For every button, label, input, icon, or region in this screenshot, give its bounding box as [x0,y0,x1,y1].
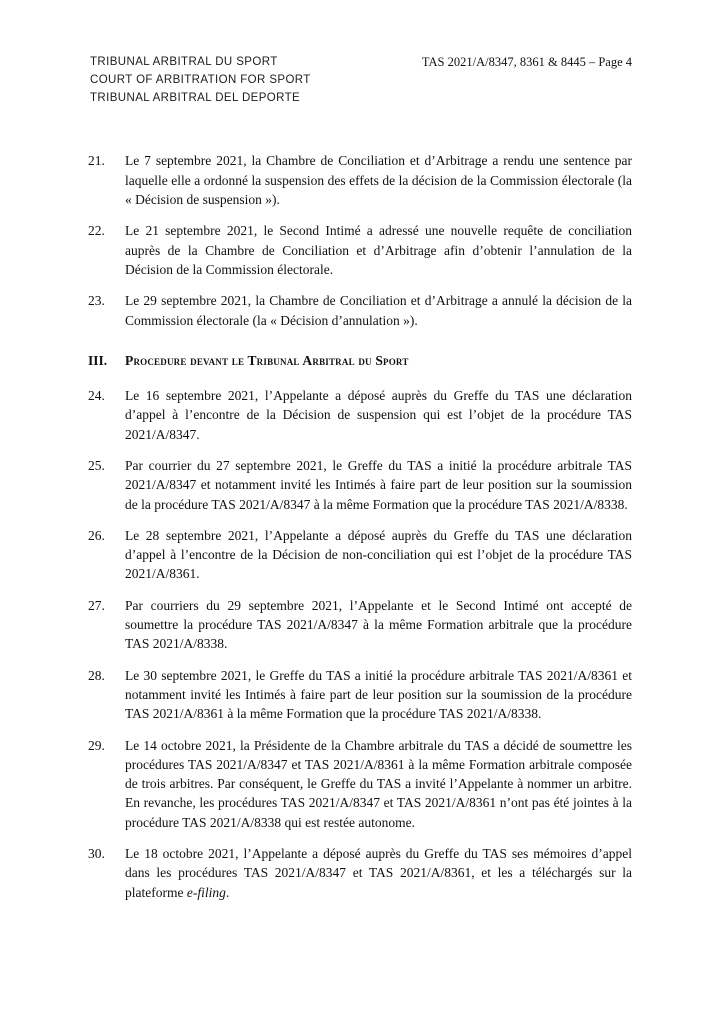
paragraph-text: Par courrier du 27 septembre 2021, le Greffe du TAS a initié la procédure arbitrale TAS 2021/A/8347 et notamment invité les Intimés à faire part de leur position sur la soumission de la procédure TAS 2021/A/8347 à la même Formation que la procédure TAS 2021/A/8338. [125,458,632,512]
paragraph-text [125,844,632,902]
paragraph-29 [88,736,632,832]
paragraph-21 [88,151,632,209]
section-heading [88,351,632,370]
section-title: Procedure devant le Tribunal Arbitral du Sport [125,352,409,368]
paragraph-28 [88,666,632,724]
paragraph-30 [88,844,632,902]
paragraph-26 [88,526,632,584]
paragraph-number: 21. [88,153,105,169]
paragraph-text: Le 29 septembre 2021, la Chambre de Conciliation et d’Arbitrage a annulé la décision de la Commission électorale (la « Décision d’annulation »). [125,293,632,328]
paragraph-text: Par courriers du 29 septembre 2021, l’Appelante et le Second Intimé ont accepté de soumettre la procédure TAS 2021/A/8347 à la même Formation arbitrale que la procédure TAS 2021/A/8338. [125,597,632,652]
case-reference: TAS 2021/A/8347, 8361 & 8445 – Page 4 [421,55,632,69]
paragraph-number: 29. [88,737,105,753]
paragraph-number: 25. [88,458,105,473]
paragraph-number: 28. [88,667,105,683]
paragraph-23 [88,291,632,330]
paragraph-number: 27. [88,597,105,613]
letterhead-line-es: TRIBUNAL ARBITRAL DEL DEPORTE [90,91,301,104]
paragraph-text-segment: Le 18 octobre 2021, l’Appelante a déposé auprès du Greffe du TAS ses mémoires d’appel dans les procédures TAS 2021/A/8347 et TAS 2021/A/8361, et les a téléchargés sur la plateforme [125,846,632,900]
paragraph-number: 26. [88,527,105,543]
paragraph-text-segment: . [225,884,230,900]
paragraph-text: Le 14 octobre 2021, la Présidente de la Chambre arbitrale du TAS a décidé de soumettre les procédures TAS 2021/A/8347 et TAS 2021/A/8361 à la même Formation arbitrale composée de trois arbitres. Par conséquent, le Greffe du TAS a invité l’Appelante à nommer un arbitre. En revanche, les procédures TAS 2021/A/8347 et TAS 2021/A/8361 n’ont pas été jointes à la procédure TAS 2021/A/8338 qui est restée autonome. [125,737,632,830]
paragraph-22 [88,221,632,279]
page-header [88,54,632,107]
paragraph-number: 23. [88,293,105,309]
paragraph-text: Le 21 septembre 2021, le Second Intimé a adressé une nouvelle requête de conciliation auprès de la Chambre de Conciliation et d’Arbitrage afin d’obtenir l’annulation de la Décision de la Commission électorale. [125,223,632,277]
paragraph-27 [88,596,632,654]
paragraph-text: Le 16 septembre 2021, l’Appelante a déposé auprès du Greffe du TAS une déclaration d’appel à l’encontre de la Décision de suspension qui est l’objet de la procédure TAS 2021/A/8347. [125,388,632,442]
paragraph-number: 30. [88,846,105,862]
paragraph-text: Le 30 septembre 2021, le Greffe du TAS a initié la procédure arbitrale TAS 2021/A/8361 et notamment invité les Intimés à faire part de leur position sur la soumission de la procédure TAS 2021/A/8361 à la même Formation que la procédure TAS 2021/A/8338. [125,667,632,722]
paragraph-number: 24. [88,388,105,404]
paragraph-italic-segment: e-filing [186,884,226,900]
paragraph-24 [88,386,632,444]
paragraph-number: 22. [88,223,105,239]
paragraph-text: Le 28 septembre 2021, l’Appelante a déposé auprès du Greffe du TAS une déclaration d’appel à l’encontre de la Décision de non-conciliation qui est l’objet de la procédure TAS 2021/A/8361. [125,527,632,582]
letterhead-line-en: COURT OF ARBITRATION FOR SPORT [90,73,311,86]
letterhead-line-fr: TRIBUNAL ARBITRAL DU SPORT [90,56,278,68]
letterhead [88,54,311,107]
paragraph-text: Le 7 septembre 2021, la Chambre de Conciliation et d’Arbitrage a rendu une sentence par laquelle elle a ordonné la suspension des effets de la décision de la Commission électorale (la « Décision de suspension »). [125,153,632,208]
section-number: III. [88,352,108,368]
paragraph-25 [88,456,632,514]
document-body [88,151,632,902]
